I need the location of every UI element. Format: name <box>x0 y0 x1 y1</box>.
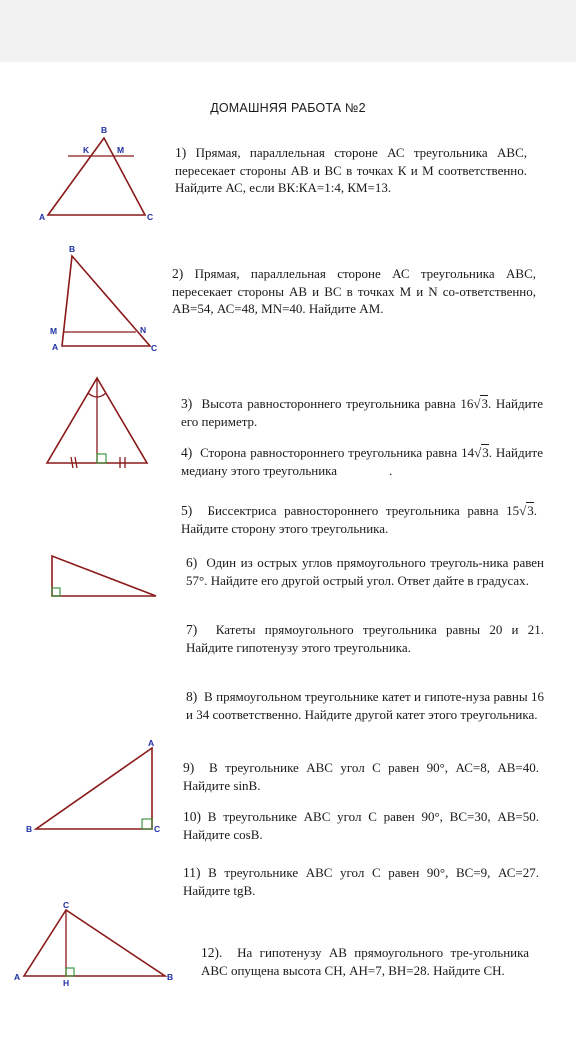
fig1-label-m: M <box>117 145 125 155</box>
problem-5-math: 15√3 <box>506 503 534 518</box>
problem-5-coef: 15 <box>506 503 520 518</box>
problem-2-number: 2) <box>172 266 184 281</box>
problem-8 <box>186 688 544 723</box>
problem-10 <box>183 808 539 843</box>
problem-4-text-b: . Найдите медиану этого треугольника <box>181 445 543 478</box>
problem-11-text: В треугольнике АВС угол С равен 90°, ВС=9, АС=27. Найдите tgB. <box>183 865 539 898</box>
problem-7-text: Катеты прямоугольного треугольника равны 20 и 21. Найдите гипотенузу этого треугольника. <box>186 622 544 655</box>
fig1-label-b: B <box>101 125 108 135</box>
problem-4-math: 14√3 <box>461 445 489 460</box>
fig2-label-c: C <box>151 343 158 353</box>
figure-1 <box>39 125 153 222</box>
problem-4-tail: . <box>389 462 393 478</box>
fig2-label-b: B <box>69 244 76 254</box>
problem-4 <box>181 444 543 479</box>
problem-6-number: 6) <box>186 555 198 570</box>
problem-8-text: В прямоугольном треугольнике катет и гипоте-нуза равны 16 и 34 соответственно. Найдите другой катет этого треугольника. <box>186 689 545 722</box>
problem-10-text: В треугольнике АВС угол С равен 90°, ВС=30, АВ=50. Найдите cosB. <box>183 809 540 842</box>
fig2-label-m: M <box>50 326 58 336</box>
problem-11-number: 11) <box>183 865 201 880</box>
figure-5 <box>26 738 160 834</box>
problem-1 <box>175 144 527 197</box>
problem-3-math: 16√3 <box>460 396 488 411</box>
fig6-label-b: B <box>167 972 174 982</box>
problem-1-number: 1) <box>175 145 187 160</box>
problem-4-radicand: 3 <box>482 445 489 460</box>
problem-4-coef: 14 <box>461 445 475 460</box>
fig5-triangle <box>36 748 152 829</box>
problem-3-text: Высота равностороннего треугольника равна <box>201 396 456 411</box>
problem-2-text: Прямая, параллельная стороне АС треугольника АВС, пересекает стороны АВ и ВС в точках М и N со-ответственно, АВ=54, АС=48, MN=40. Найдите АМ. <box>172 266 536 316</box>
problem-5-text-b: . Найдите сторону этого треугольника. <box>181 503 538 536</box>
problem-9 <box>183 759 539 794</box>
problem-5-text-a2: равна <box>467 503 499 518</box>
problem-5 <box>181 502 537 537</box>
problem-3-radicand: 3 <box>481 396 488 411</box>
fig2-label-a: A <box>52 342 59 352</box>
fig6-label-c: C <box>63 900 70 910</box>
fig3-right-angle <box>97 454 106 463</box>
problem-9-text: В треугольнике АВС угол С равен 90°, АС=8, АВ=40. Найдите sinB. <box>183 760 539 793</box>
problem-7-number: 7) <box>186 622 198 637</box>
fig1-triangle <box>48 138 145 215</box>
problem-5-number: 5) <box>181 503 193 518</box>
figure-4 <box>52 556 156 596</box>
problem-3 <box>181 395 543 430</box>
problem-8-number: 8) <box>186 689 198 704</box>
problem-3-text-b: . Найдите его периметр. <box>181 396 544 429</box>
fig5-label-c: C <box>154 824 161 834</box>
problem-4-text: Сторона равностороннего треугольника равна <box>200 445 458 460</box>
problem-3-coef: 16 <box>460 396 474 411</box>
problem-3-number: 3) <box>181 396 193 411</box>
problem-7 <box>186 621 544 656</box>
problem-11 <box>183 864 539 899</box>
fig1-label-k: K <box>83 145 90 155</box>
figure-2 <box>50 244 157 353</box>
fig4-triangle <box>52 556 156 596</box>
problem-12-text: На гипотенузу АВ прямоугольного тре-угольника АВС опущена высота СН, АН=7, ВН=28. Найдите СН. <box>201 945 530 978</box>
fig6-label-a: A <box>14 972 21 982</box>
problem-10-number: 10) <box>183 809 201 824</box>
problem-5-radicand: 3 <box>527 503 534 518</box>
fig5-label-a: A <box>148 738 155 748</box>
problem-6 <box>186 554 544 589</box>
problem-9-number: 9) <box>183 760 195 775</box>
page-title: ДОМАШНЯЯ РАБОТА №2 <box>210 101 366 115</box>
fig1-label-a: A <box>39 212 46 222</box>
fig1-label-c: C <box>147 212 154 222</box>
fig5-right-angle <box>142 819 152 829</box>
problem-4-number: 4) <box>181 445 193 460</box>
problem-6-text: Один из острых углов прямоугольного треуголь-ника равен 57°. Найдите его другой острый угол. Ответ дайте в градусах. <box>186 555 545 588</box>
fig6-label-h: H <box>63 978 70 988</box>
fig2-label-n: N <box>140 325 147 335</box>
fig4-right-angle <box>52 588 60 596</box>
fig6-triangle <box>24 910 165 976</box>
problem-12 <box>201 944 529 979</box>
figure-6 <box>14 900 173 988</box>
problem-1-text: Прямая, параллельная стороне АС треугольника АВС, пересекает стороны АВ и ВС в точках К и М соответственно. Найдите АС, если ВК:КА=1:4, КМ=13. <box>175 145 527 195</box>
problem-5-text: Биссектриса равностороннего треугольника <box>207 503 460 518</box>
problem-2 <box>172 265 536 318</box>
fig5-label-b: B <box>26 824 33 834</box>
problem-12-number: 12). <box>201 945 223 960</box>
fig6-right-angle <box>66 968 74 976</box>
figure-3 <box>47 378 147 468</box>
